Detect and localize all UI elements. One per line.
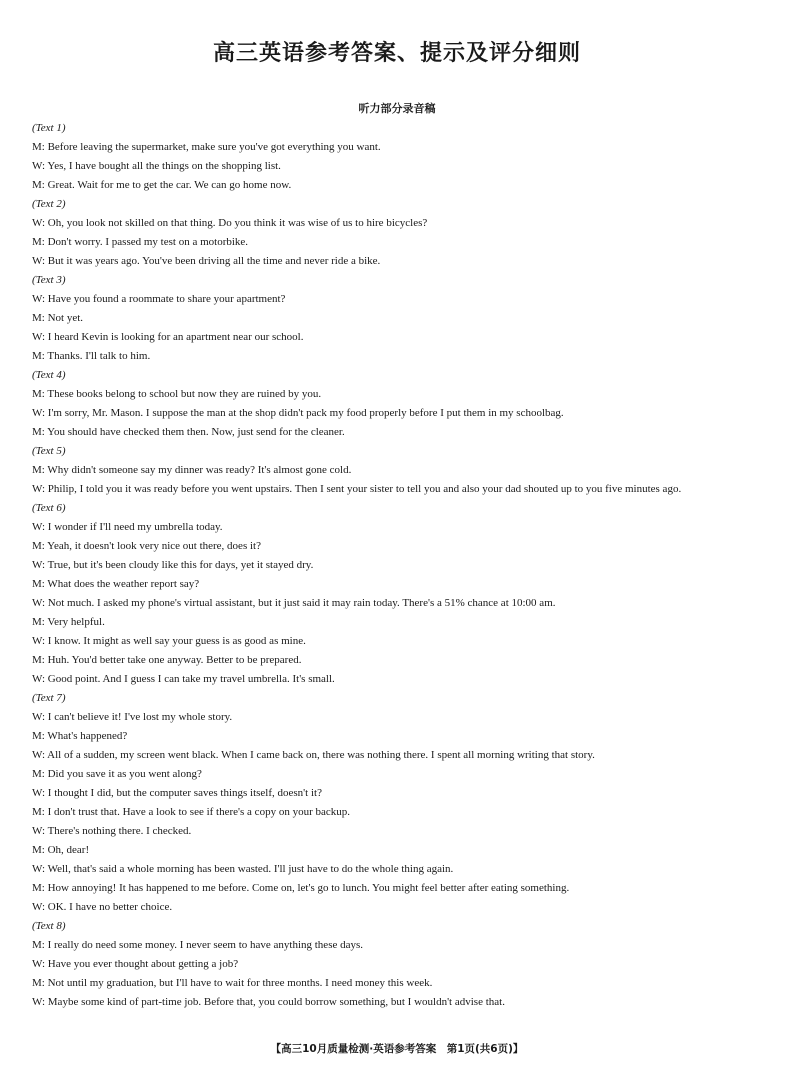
text-label: (Text 2)	[32, 198, 66, 210]
text-label: (Text 4)	[32, 369, 66, 381]
dialogue-line: M: What does the weather report say?	[32, 578, 200, 590]
dialogue-line: M: Huh. You'd better take one anyway. Better to be prepared.	[32, 654, 302, 666]
dialogue-line: M: Yeah, it doesn't look very nice out there, does it?	[32, 540, 261, 552]
dialogue-line: M: Oh, dear!	[32, 844, 90, 856]
dialogue-line: M: Why didn't someone say my dinner was ready? It's almost gone cold.	[32, 464, 352, 476]
dialogue-line: W: Yes, I have bought all the things on the shopping list.	[32, 160, 281, 172]
dialogue-line: M: I really do need some money. I never seem to have anything these days.	[32, 939, 364, 951]
dialogue-line: M: Great. Wait for me to get the car. We can go home now.	[32, 179, 292, 191]
dialogue-line: M: You should have checked them then. Now, just send for the cleaner.	[32, 426, 345, 438]
dialogue-line: M: These books belong to school but now they are ruined by you.	[32, 388, 322, 400]
dialogue-line: W: True, but it's been cloudy like this for days, yet it stayed dry.	[32, 559, 314, 571]
dialogue-line: M: Thanks. I'll talk to him.	[32, 350, 151, 362]
dialogue-line: W: I can't believe it! I've lost my whole story.	[32, 711, 233, 723]
dialogue-line: M: Not yet.	[32, 312, 84, 324]
text-label: (Text 7)	[32, 692, 66, 704]
dialogue-line: M: I don't trust that. Have a look to see if there's a copy on your backup.	[32, 806, 350, 818]
dialogue-line: W: All of a sudden, my screen went black. When I came back on, there was nothing there. I spent all morning writing that story.	[32, 749, 595, 761]
dialogue-line: W: Have you ever thought about getting a job?	[32, 958, 239, 970]
listening-transcript	[32, 119, 772, 1012]
section-title: 听力部分录音稿	[358, 102, 436, 115]
dialogue-line: M: What's happened?	[32, 730, 128, 742]
dialogue-line: W: Philip, I told you it was ready before you went upstairs. Then I sent your sister to tell you and also your dad shouted up to you five minutes ago.	[32, 483, 682, 495]
dialogue-line: W: There's nothing there. I checked.	[32, 825, 192, 837]
text-label: (Text 5)	[32, 445, 66, 457]
dialogue-line: W: I heard Kevin is looking for an apartment near our school.	[32, 331, 304, 343]
dialogue-line: W: Oh, you look not skilled on that thing. Do you think it was wise of us to hire bicycles?	[32, 217, 428, 229]
dialogue-line: W: Maybe some kind of part-time job. Before that, you could borrow something, but I wouldn't advise that.	[32, 996, 505, 1008]
dialogue-line: M: Before leaving the supermarket, make sure you've got everything you want.	[32, 141, 381, 153]
dialogue-line: W: But it was years ago. You've been driving all the time and never ride a bike.	[32, 255, 381, 267]
dialogue-line: M: Don't worry. I passed my test on a motorbike.	[32, 236, 249, 248]
dialogue-line: W: Have you found a roommate to share your apartment?	[32, 293, 286, 305]
dialogue-line: W: Good point. And I guess I can take my travel umbrella. It's small.	[32, 673, 335, 685]
text-label: (Text 6)	[32, 502, 66, 514]
dialogue-line: W: I know. It might as well say your guess is as good as mine.	[32, 635, 306, 647]
dialogue-line: M: How annoying! It has happened to me before. Come on, let's go to lunch. You might feel better after eating something.	[32, 882, 570, 894]
dialogue-line: W: I thought I did, but the computer saves things itself, doesn't it?	[32, 787, 322, 799]
dialogue-line: M: Very helpful.	[32, 616, 105, 628]
dialogue-line: W: I wonder if I'll need my umbrella today.	[32, 521, 223, 533]
text-label: (Text 3)	[32, 274, 66, 286]
text-label: (Text 8)	[32, 920, 66, 932]
dialogue-line: W: OK. I have no better choice.	[32, 901, 173, 913]
text-label: (Text 1)	[32, 122, 66, 134]
page-title: 高三英语参考答案、提示及评分细则	[212, 41, 581, 66]
dialogue-line: W: Not much. I asked my phone's virtual assistant, but it just said it may rain today. There's a 51% chance at 10:00 am.	[32, 597, 556, 609]
dialogue-line: M: Not until my graduation, but I'll have to wait for three months. I need money this week.	[32, 977, 433, 989]
page-footer: 【高三10月质量检测·英语参考答案 第1页(共6页)】	[270, 1043, 524, 1055]
dialogue-line: W: I'm sorry, Mr. Mason. I suppose the man at the shop didn't pack my food properly before I put them in my schoolbag.	[32, 407, 564, 419]
dialogue-line: M: Did you save it as you went along?	[32, 768, 202, 780]
dialogue-line: W: Well, that's said a whole morning has been wasted. I'll just have to do the whole thing again.	[32, 863, 454, 875]
